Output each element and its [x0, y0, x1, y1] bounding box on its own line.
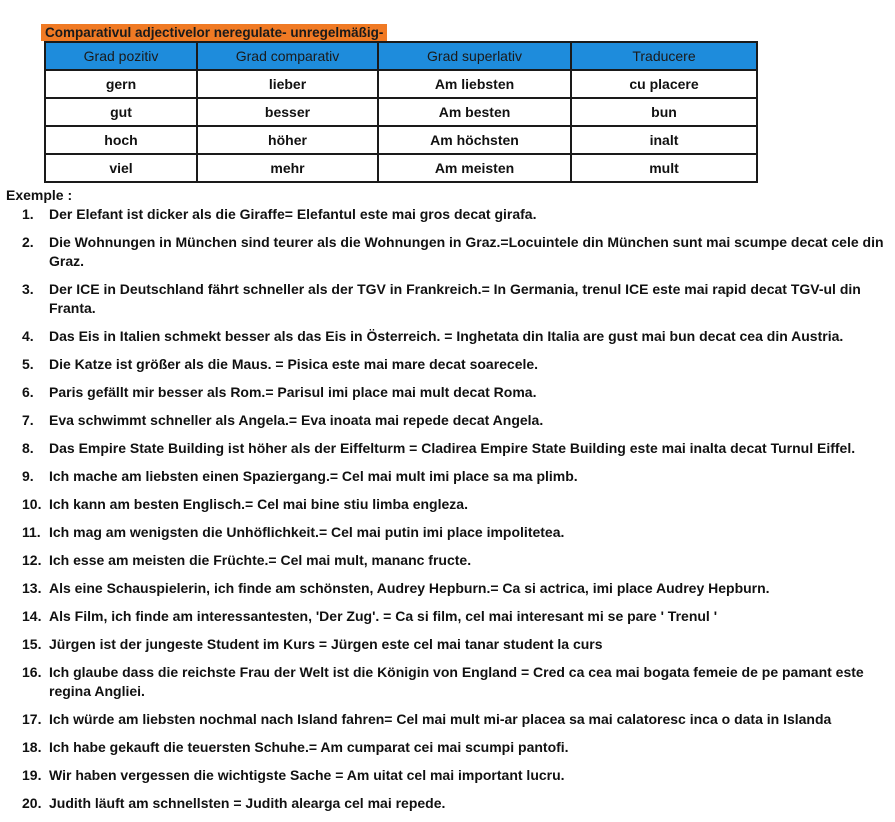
example-text: Ich kann am besten Englisch.= Cel mai bine stiu limba engleza. [49, 496, 468, 512]
example-text: Ich habe gekauft die teuersten Schuhe.= Am cumparat cei mai scumpi pantofi. [49, 739, 569, 755]
example-text: Ich mag am wenigsten die Unhöflichkeit.= Cel mai putin imi place impolitetea. [49, 524, 565, 540]
example-item [0, 766, 895, 785]
example-text: Die Katze ist größer als die Maus. = Pisica este mai mare decat soarecele. [49, 356, 539, 372]
examples-heading: Exemple : [6, 187, 73, 203]
cell-traducere: mult [571, 154, 757, 182]
header-grad-comparativ: Grad comparativ [197, 42, 378, 70]
cell-comparativ: lieber [197, 70, 378, 98]
cell-pozitiv: gut [45, 98, 197, 126]
cell-traducere: bun [571, 98, 757, 126]
example-text: Jürgen ist der jungeste Student im Kurs = Jürgen este cel mai tanar student la curs [49, 636, 603, 652]
example-text: Ich mache am liebsten einen Spaziergang.= Cel mai mult imi place sa ma plimb. [49, 468, 578, 484]
example-number: 6. [22, 384, 34, 400]
example-number: 17. [22, 711, 42, 727]
cell-comparativ: mehr [197, 154, 378, 182]
example-number: 16. [22, 664, 42, 680]
cell-comparativ: höher [197, 126, 378, 154]
cell-traducere: inalt [571, 126, 757, 154]
cell-superlativ: Am meisten [378, 154, 571, 182]
cell-superlativ: Am besten [378, 98, 571, 126]
example-number: 5. [22, 356, 34, 372]
example-number: 2. [22, 234, 34, 250]
example-item [0, 439, 895, 458]
example-text: Wir haben vergessen die wichtigste Sache = Am uitat cel mai important lucru. [49, 767, 565, 783]
example-item [0, 579, 895, 598]
example-text: Als Film, ich finde am interessantesten, 'Der Zug'. = Ca si film, cel mai interesant mi se pare ' Trenul ' [49, 608, 718, 624]
example-number: 14. [22, 608, 42, 624]
example-item [0, 280, 895, 318]
example-text: Ich glaube dass die reichste Frau der Welt ist die Königin von England = Cred ca cea mai bogata femeie de pe pamant este regina Angliei. [49, 664, 864, 699]
table-row [45, 70, 757, 98]
example-text: Paris gefällt mir besser als Rom.= Parisul imi place mai mult decat Roma. [49, 384, 537, 400]
example-text: Judith läuft am schnellsten = Judith alearga cel mai repede. [49, 795, 446, 811]
example-item [0, 467, 895, 486]
adjective-table [44, 41, 758, 183]
example-item [0, 233, 895, 271]
cell-pozitiv: hoch [45, 126, 197, 154]
example-item [0, 607, 895, 626]
header-grad-pozitiv: Grad pozitiv [45, 42, 197, 70]
cell-superlativ: Am liebsten [378, 70, 571, 98]
example-number: 7. [22, 412, 34, 428]
header-traducere: Traducere [571, 42, 757, 70]
example-number: 8. [22, 440, 34, 456]
example-text: Die Wohnungen in München sind teurer als die Wohnungen in Graz.=Locuintele din München sunt mai scumpe decat cele din Graz. [49, 234, 884, 269]
examples-list [0, 205, 895, 822]
example-item [0, 551, 895, 570]
cell-comparativ: besser [197, 98, 378, 126]
example-text: Das Eis in Italien schmekt besser als das Eis in Österreich. = Inghetata din Italia are gust mai bun decat cea din Austria. [49, 328, 844, 344]
cell-pozitiv: gern [45, 70, 197, 98]
example-item [0, 495, 895, 514]
table-title: Comparativul adjectivelor neregulate- unregelmäßig- [41, 24, 387, 41]
header-grad-superlativ: Grad superlativ [378, 42, 571, 70]
example-number: 10. [22, 496, 42, 512]
example-number: 3. [22, 281, 34, 297]
example-item [0, 411, 895, 430]
example-text: Das Empire State Building ist höher als der Eiffelturm = Cladirea Empire State Building este mai inalta decat Turnul Eiffel. [49, 440, 856, 456]
example-number: 1. [22, 206, 34, 222]
example-number: 11. [22, 524, 41, 540]
example-item [0, 205, 895, 224]
example-text: Der Elefant ist dicker als die Giraffe= Elefantul este mai gros decat girafa. [49, 206, 537, 222]
table-header-row [45, 42, 757, 70]
example-item [0, 635, 895, 654]
table-row [45, 98, 757, 126]
example-text: Eva schwimmt schneller als Angela.= Eva inoata mai repede decat Angela. [49, 412, 544, 428]
example-number: 20. [22, 795, 42, 811]
cell-pozitiv: viel [45, 154, 197, 182]
example-number: 13. [22, 580, 42, 596]
cell-traducere: cu placere [571, 70, 757, 98]
example-number: 19. [22, 767, 42, 783]
example-number: 15. [22, 636, 42, 652]
example-number: 4. [22, 328, 34, 344]
example-number: 12. [22, 552, 42, 568]
example-text: Als eine Schauspielerin, ich finde am schönsten, Audrey Hepburn.= Ca si actrica, imi place Audrey Hepburn. [49, 580, 770, 596]
example-item [0, 383, 895, 402]
example-text: Der ICE in Deutschland fährt schneller als der TGV in Frankreich.= In Germania, trenul ICE este mai rapid decat TGV-ul din Franta. [49, 281, 861, 316]
example-item [0, 794, 895, 813]
example-item [0, 738, 895, 757]
table-row [45, 126, 757, 154]
cell-superlativ: Am höchsten [378, 126, 571, 154]
example-item [0, 355, 895, 374]
example-item [0, 327, 895, 346]
example-item [0, 710, 895, 729]
table-row [45, 154, 757, 182]
example-text: Ich würde am liebsten nochmal nach Island fahren= Cel mai mult mi-ar placea sa mai calatoresc inca o data in Islanda [49, 711, 832, 727]
example-text: Ich esse am meisten die Früchte.= Cel mai mult, mananc fructe. [49, 552, 472, 568]
example-item [0, 523, 895, 542]
example-number: 9. [22, 468, 34, 484]
example-number: 18. [22, 739, 42, 755]
example-item [0, 663, 895, 701]
